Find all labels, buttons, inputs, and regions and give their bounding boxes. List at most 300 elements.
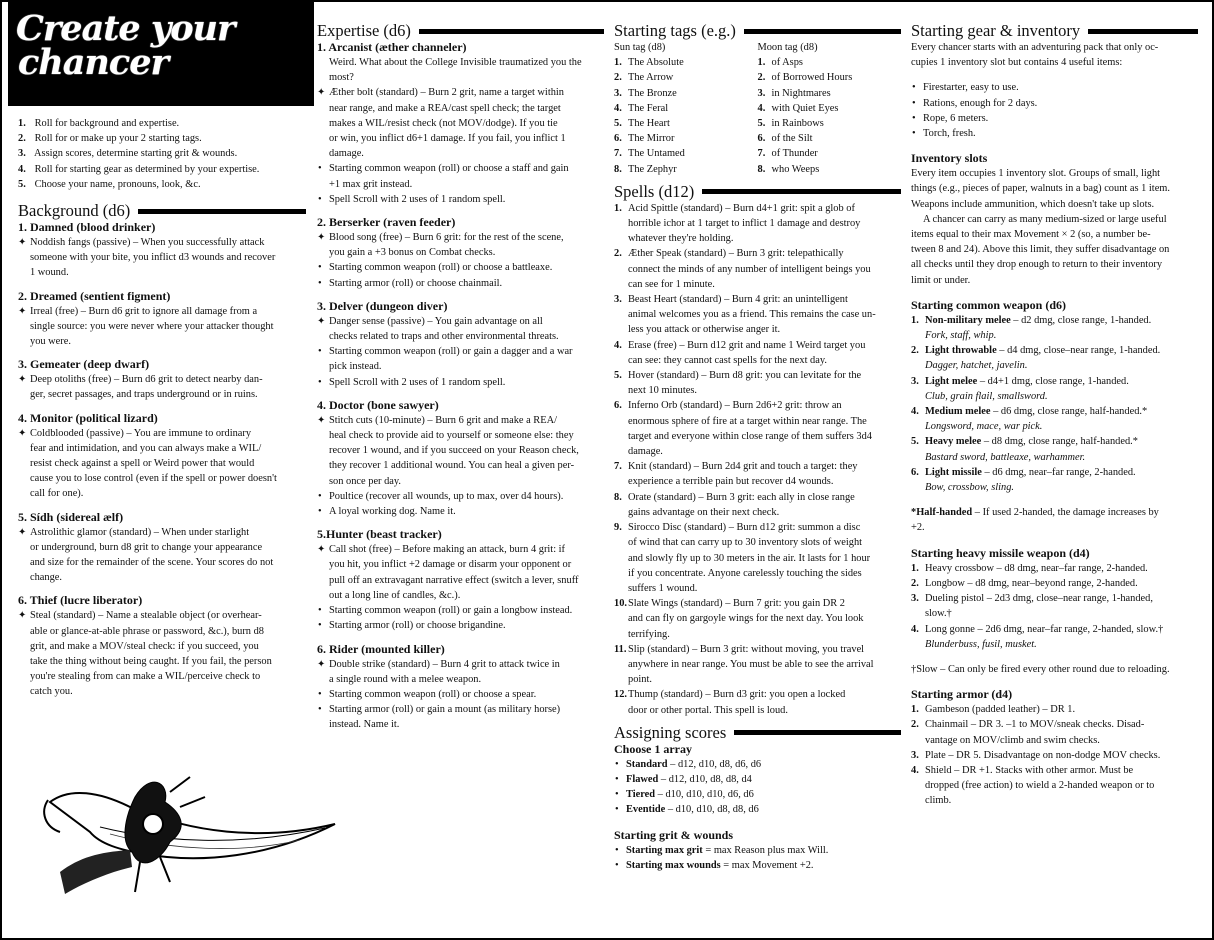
score-array-values: – d10, d10, d8, d8, d6 xyxy=(665,804,759,816)
step-number: 3. xyxy=(18,148,26,160)
expertise-entry-title: 2. Berserker (raven feeder) xyxy=(317,215,456,230)
sun-tag-text: The Zephyr xyxy=(628,163,677,175)
spell-line: Inferno Orb (standard) – Burn 2d6+2 grit: throw an xyxy=(628,400,842,412)
score-array xyxy=(614,787,901,802)
inventory-slots-line: Weapons include ammunition, which doesn't take up slots. xyxy=(911,198,1155,210)
heavy-missile-heading: Starting heavy missile weapon (d4) xyxy=(911,545,1090,560)
spell-line: and can fly on gargoyle wings for the next day. You look xyxy=(628,613,864,625)
adventuring-pack-list xyxy=(911,80,1198,141)
background-entry xyxy=(18,510,306,586)
expertise-entry-title: 6. Rider (mounted killer) xyxy=(317,641,445,656)
step-item xyxy=(18,177,306,192)
carry-limit-line: all checks until they drop enough to return to their inventory xyxy=(911,259,1163,271)
spell-line: horrible ichor at 1 target to inflict 1 damage and destroy xyxy=(628,218,861,230)
spell-line: Slate Wings (standard) – Burn 7 grit: you gain DR 2 xyxy=(628,598,845,610)
score-arrays xyxy=(614,757,901,818)
armor-item xyxy=(911,748,1198,763)
sun-tag-item xyxy=(614,131,758,146)
spell-line: target and everyone within close range of them suffers 3d4 xyxy=(628,430,873,442)
spell-line: can see: they cannot cast spells for the next day. xyxy=(628,354,827,366)
background-entry-title: 5. Sídh (sidereal ælf) xyxy=(18,509,124,524)
moon-tags xyxy=(758,40,902,177)
score-array-values: – d12, d10, d8, d6, d6 xyxy=(667,758,762,770)
expertise-entry-line: • Starting common weapon (roll) or gain a longbow instead. xyxy=(317,603,604,618)
spell-line: Slip (standard) – Burn 3 grit: without moving, you travel xyxy=(628,643,865,655)
sun-tag-item xyxy=(614,86,758,101)
spell-number: 11. xyxy=(614,643,627,655)
common-weapon-examples: Fork, staff, whip. xyxy=(925,330,997,342)
common-weapon-examples: Club, grain flail, smallsword. xyxy=(925,390,1048,402)
sun-tag-number: 6. xyxy=(614,133,622,145)
sun-tag-number: 2. xyxy=(614,72,622,84)
armor-line: Chainmail – DR 3. –1 to MOV/sneak checks. Disad- xyxy=(925,719,1145,731)
expertise-entry-line: • Starting armor (roll) or choose brigandine. xyxy=(317,618,604,633)
moon-tag-item xyxy=(758,116,902,131)
title-line-1: Create your xyxy=(16,8,235,49)
sun-tag-item xyxy=(614,101,758,116)
step-text: Assign scores, determine starting grit & wounds. xyxy=(32,148,238,160)
spell-line: Orate (standard) – Burn 3 grit: each ally in close range xyxy=(628,491,855,503)
armor-item xyxy=(911,763,1198,809)
tags-table xyxy=(614,40,901,177)
heavy-missile-list xyxy=(911,561,1198,652)
spell-line: Hover (standard) – Burn d8 grit: you can levitate for the xyxy=(628,370,862,382)
spell-number: 12. xyxy=(614,689,627,701)
spell-number: 3. xyxy=(614,294,622,306)
carry-limit-line: tween 8 and 24). Above this limit, they suffer disadvantage on xyxy=(911,244,1170,256)
sun-tag-label: Sun tag (d8) xyxy=(614,42,666,53)
spell-line: if you concentrate. Anyone carelessly touching the sides xyxy=(628,567,862,579)
choose-array-label: Choose 1 array xyxy=(614,741,692,756)
expertise-entry-line: • Spell Scroll with 2 uses of 1 random spell. xyxy=(317,375,604,390)
common-weapon-examples: Bastard sword, battleaxe, warhammer. xyxy=(925,451,1086,463)
expertise-entry-line: you hit, you inflict +2 damage or disarm your opponent or xyxy=(329,559,572,571)
moon-tag-number: 8. xyxy=(757,163,766,175)
common-weapon-name: Medium melee xyxy=(925,406,991,418)
column-3 xyxy=(614,2,901,873)
background-entry-line: someone with your bite, you inflict d3 wounds and recover xyxy=(30,252,276,264)
armor-number: 4. xyxy=(911,764,919,776)
expertise-entry-line: • Starting armor (roll) or choose chainmail. xyxy=(317,276,604,291)
moon-tag-number: 3. xyxy=(757,87,766,99)
half-handed-line: +2. xyxy=(911,522,925,534)
tags-heading: Starting tags (e.g.) xyxy=(614,22,901,40)
common-weapon-heading: Starting common weapon (d6) xyxy=(911,297,1066,312)
heavy-missile-item xyxy=(911,576,1198,591)
spell-number: 5. xyxy=(614,370,622,382)
background-entry-line: 1 wound. xyxy=(30,267,69,279)
expertise-entry-line: damage. xyxy=(329,148,364,160)
common-weapon-item xyxy=(911,434,1198,449)
expertise-entry-line: +1 max grit instead. xyxy=(329,178,413,190)
spells-heading: Spells (d12) xyxy=(614,183,901,201)
spell-item xyxy=(614,642,901,688)
expertise-entry-line: • Starting common weapon (roll) or choose a battleaxe. xyxy=(317,260,604,275)
step-item xyxy=(18,131,306,146)
half-handed-line xyxy=(911,505,1198,520)
common-weapon-name: Heavy melee xyxy=(925,436,982,448)
heavy-missile-item xyxy=(911,591,1198,621)
score-array-name: Tiered xyxy=(626,789,656,801)
gear-heading: Starting gear & inventory xyxy=(911,22,1198,40)
armor-line: Shield – DR +1. Stacks with other armor. Must be xyxy=(925,764,1134,776)
step-item xyxy=(18,162,306,177)
background-entry xyxy=(18,411,306,502)
grit-item-name: Starting max grit xyxy=(626,844,703,856)
background-entry-line: cause you to lose control (even if the spell or power doesn't xyxy=(30,473,277,485)
background-entry-line: ✦ Noddish fangs (passive) – When you successfully attack xyxy=(18,235,306,250)
background-entry xyxy=(18,289,306,350)
background-entry-line: ger, secret passages, and traps underground or in ruins. xyxy=(30,389,258,401)
spell-item xyxy=(614,398,901,459)
spell-list xyxy=(614,201,901,718)
moon-tag-item xyxy=(758,101,902,116)
background-entry-line: ✦ Irreal (free) – Burn d6 grit to ignore all damage from a xyxy=(18,304,306,319)
step-text: Roll for or make up your 2 starting tags. xyxy=(32,133,202,145)
expertise-entry xyxy=(317,642,604,733)
background-entry xyxy=(18,593,306,699)
sun-tag-text: The Mirror xyxy=(628,133,675,145)
sun-tag-number: 4. xyxy=(614,102,622,114)
column-1 xyxy=(18,2,306,708)
expertise-entry-line: a single round with a melee weapon. xyxy=(329,673,482,685)
heavy-missile-number: 2. xyxy=(911,577,919,589)
expertise-entry-title: 1. Arcanist (æther channeler) xyxy=(317,40,467,54)
inventory-slots-heading: Inventory slots xyxy=(911,151,988,166)
background-entry-line: fear and intimidation, and you can always make a WIL/ xyxy=(30,442,262,454)
score-array-name: Eventide xyxy=(626,804,666,816)
common-weapon-number: 3. xyxy=(911,375,919,387)
expertise-entry-line: • Starting common weapon (roll) or gain a dagger and a war xyxy=(317,344,604,359)
half-handed-label: *Half-handed xyxy=(911,507,973,519)
background-heading: Background (d6) xyxy=(18,202,306,220)
background-entry-line: take the thing without being caught. If you fail, the person xyxy=(30,656,272,668)
pack-item: • Rope, 6 meters. xyxy=(911,111,1198,126)
common-weapon-item xyxy=(911,313,1198,328)
common-weapon-examples: Dagger, hatchet, javelin. xyxy=(925,360,1028,372)
half-handed-text: – If used 2-handed, the damage increases by xyxy=(972,507,1159,519)
expertise-entry-line: • Starting common weapon (roll) or choose a spear. xyxy=(317,687,604,702)
background-entry-title: 6. Thief (lucre liberator) xyxy=(18,593,143,608)
common-weapon-examples: Bow, crossbow, sling. xyxy=(925,482,1014,494)
armor-item xyxy=(911,717,1198,747)
moon-tag-text: who Weeps xyxy=(771,163,820,175)
step-item xyxy=(18,146,306,161)
score-array xyxy=(614,802,901,817)
moon-tag-text: of Thunder xyxy=(771,148,818,160)
common-weapon-number: 6. xyxy=(911,466,919,478)
common-weapon-number: 1. xyxy=(911,314,919,326)
score-array-values: – d10, d10, d10, d6, d6 xyxy=(655,789,754,801)
moon-tag-item xyxy=(758,146,902,161)
heavy-missile-number: 1. xyxy=(911,562,919,574)
carry-limit-line: items equal to their max Movement × 2 (so, a number be- xyxy=(911,229,1151,241)
moon-tag-text: of the Silt xyxy=(771,133,813,145)
spell-item xyxy=(614,368,901,398)
inventory-slots-line: Every item occupies 1 inventory slot. Groups of small, light xyxy=(911,168,1161,180)
expertise-entry-line: recover 1 wound, and if you succeed on your Reason check, xyxy=(329,445,579,457)
moon-tag-text: of Borrowed Hours xyxy=(771,72,853,84)
spell-item xyxy=(614,338,901,368)
sun-tag-text: The Untamed xyxy=(628,148,685,160)
spell-line: Sirocco Disc (standard) – Burn d12 grit: summon a disc xyxy=(628,522,861,534)
moon-tag-text: with Quiet Eyes xyxy=(771,102,839,114)
heavy-missile-line: Long gonne – 2d6 dmg, near–far range, 2-handed, slow.† xyxy=(925,623,1164,635)
background-entry-line: ✦ Deep otoliths (free) – Burn d6 grit to detect nearby dan- xyxy=(18,372,306,387)
sun-tag-number: 8. xyxy=(614,163,622,175)
expertise-entry-line: pull off an extravagant narrative effect (switch a lever, snuff xyxy=(329,574,579,586)
armor-line: vantage on MOV/climb and swim checks. xyxy=(925,734,1100,746)
spell-line: gains advantage on their next check. xyxy=(628,506,780,518)
moon-tag-number: 7. xyxy=(757,148,766,160)
spell-item xyxy=(614,596,901,642)
expertise-entry-line: Weird. What about the College Invisible traumatized you the xyxy=(329,57,582,68)
moon-tag-text: in Nightmares xyxy=(771,87,831,99)
expertise-entry-line: • A loyal working dog. Name it. xyxy=(317,504,604,519)
expertise-entry xyxy=(317,215,604,291)
spell-line: connect the minds of any number of intelligent beings you xyxy=(628,263,871,275)
background-entry-line: and size for the remainder of the scene. Your scores do not xyxy=(30,557,274,569)
inventory-slots-text xyxy=(911,166,1198,212)
expertise-entry-line: pick instead. xyxy=(329,361,382,373)
expertise-entry-line: ✦ Æther bolt (standard) – Burn 2 grit, name a target within xyxy=(317,85,604,100)
expertise-list xyxy=(317,40,604,733)
pack-item: • Torch, fresh. xyxy=(911,126,1198,141)
common-weapon-item xyxy=(911,343,1198,358)
background-entry-title: 1. Damned (blood drinker) xyxy=(18,220,156,235)
gear-intro xyxy=(911,40,1198,70)
moon-tag-number: 5. xyxy=(757,118,766,130)
armor-number: 2. xyxy=(911,719,919,731)
spell-number: 6. xyxy=(614,400,622,412)
armor-number: 3. xyxy=(911,749,919,761)
inventory-slots-line: things (e.g., pieces of paper, walnuts in a bag) count as 1 item. xyxy=(911,183,1170,195)
moon-tag-number: 1. xyxy=(757,57,766,69)
sun-tag-item xyxy=(614,162,758,177)
spell-item xyxy=(614,292,901,338)
expertise-entry xyxy=(317,40,604,207)
background-entry-line: you were. xyxy=(30,336,71,348)
step-number: 1. xyxy=(18,118,26,129)
background-entry-line: ✦ Coldblooded (passive) – You are immune to ordinary xyxy=(18,426,306,441)
spell-line: experience a terrible pain but recover d4 wounds. xyxy=(628,476,834,488)
score-array-values: – d12, d10, d8, d8, d4 xyxy=(658,773,752,785)
background-entry-line: grit, and make a MOV/steal check: if you succeed, you xyxy=(30,640,259,652)
sun-tag-number: 7. xyxy=(614,148,622,160)
common-weapon-item xyxy=(911,465,1198,480)
sun-tag-item xyxy=(614,116,758,131)
spell-number: 10. xyxy=(614,598,627,610)
step-text: Roll for background and expertise. xyxy=(32,118,180,129)
expertise-entry-line: ✦ Danger sense (passive) – You gain advantage on all xyxy=(317,314,604,329)
common-weapon-name: Light melee xyxy=(925,375,978,387)
spell-line: whatever they're holding. xyxy=(628,233,734,245)
sun-tags xyxy=(614,40,758,177)
expertise-entry-line: • Poultice (recover all wounds, up to max, over d4 hours). xyxy=(317,489,604,504)
moon-tag-number: 2. xyxy=(757,72,766,84)
expertise-entry-line: they recover 1 additional wound. You can heal a given per- xyxy=(329,460,575,472)
expertise-entry-line: • Starting common weapon (roll) or choose a staff and gain xyxy=(317,161,604,176)
common-weapon-number: 5. xyxy=(911,436,919,448)
common-weapon-number: 2. xyxy=(911,345,919,357)
spell-item xyxy=(614,520,901,596)
heavy-missile-line: Dueling pistol – 2d3 dmg, close–near range, 1-handed, xyxy=(925,593,1153,605)
expertise-entry-line: • Spell Scroll with 2 uses of 1 random spell. xyxy=(317,192,604,207)
sun-tag-number: 5. xyxy=(614,118,622,130)
common-weapon-stats: – d2 dmg, close range, 1-handed. xyxy=(1010,314,1152,326)
sun-tag-item xyxy=(614,55,758,70)
grit-item xyxy=(614,843,901,858)
moon-tag-text: of Asps xyxy=(771,57,803,69)
expertise-entry-line: • Starting armor (roll) or gain a mount (as military horse) xyxy=(317,702,604,717)
spell-line: less you attack or otherwise anger it. xyxy=(628,324,781,336)
common-weapon-stats: – d6 dmg, close range, half-handed.* xyxy=(990,406,1148,418)
spell-line: Knit (standard) – Burn 2d4 grit and touch a target: they xyxy=(628,461,858,473)
spell-line: Acid Spittle (standard) – Burn d4+1 grit: spit a glob of xyxy=(628,202,855,214)
common-weapon-stats: – d4 dmg, close–near range, 1-handed. xyxy=(996,345,1161,357)
grit-item-value: = max Movement +2. xyxy=(720,859,814,871)
spell-line: next 10 minutes. xyxy=(628,385,697,397)
sun-tag-number: 3. xyxy=(614,87,622,99)
background-entry-line: change. xyxy=(30,572,63,584)
common-weapon-item xyxy=(911,404,1198,419)
background-entry-line: ✦ Steal (standard) – Name a stealable object (or overhear- xyxy=(18,608,306,623)
spell-line: point. xyxy=(628,674,652,686)
spell-line: enormous sphere of fire at a target within near range. The xyxy=(628,415,867,427)
armor-line: dropped (free action) to wield a 2-handed weapon or to xyxy=(925,780,1155,792)
expertise-entry xyxy=(317,527,604,633)
step-number: 2. xyxy=(18,133,26,145)
carry-limit-line: limit or under. xyxy=(911,274,971,286)
spell-item xyxy=(614,687,901,717)
moon-tag-number: 4. xyxy=(757,102,766,114)
sun-tag-item xyxy=(614,146,758,161)
spell-number: 1. xyxy=(614,202,622,214)
heavy-missile-examples: Blunderbuss, fusil, musket. xyxy=(925,638,1037,650)
spell-number: 2. xyxy=(614,248,622,260)
grit-item xyxy=(614,858,901,873)
background-entry-line: resist check against a spell or Weird power that would xyxy=(30,458,255,470)
title-line-2: chancer xyxy=(18,42,168,83)
spell-line: damage. xyxy=(628,446,663,458)
pack-item: • Rations, enough for 2 days. xyxy=(911,96,1198,111)
spell-line: Æther Speak (standard) – Burn 3 grit: telepathically xyxy=(628,248,844,260)
grit-list xyxy=(614,843,901,873)
spell-number: 7. xyxy=(614,461,622,473)
score-array xyxy=(614,757,901,772)
expertise-entry-line: makes a WIL/resist check (not MOV/dodge). If you tie xyxy=(329,117,558,129)
spell-line: animal welcomes you as a friend. This remains the case un- xyxy=(628,309,876,321)
armor-line: Plate – DR 5. Disadvantage on non-dodge MOV checks. xyxy=(925,749,1161,761)
expertise-heading: Expertise (d6) xyxy=(317,22,604,40)
armor-line: Gambeson (padded leather) – DR 1. xyxy=(925,704,1076,716)
step-text: Roll for starting gear as determined by your expertise. xyxy=(32,163,260,175)
expertise-entry-line: ✦ Stitch cuts (10-minute) – Burn 6 grit and make a REA/ xyxy=(317,413,604,428)
step-number: 4. xyxy=(18,163,26,175)
spell-line: terrifying. xyxy=(628,628,670,640)
expertise-entry-line: ✦ Call shot (free) – Before making an attack, burn 4 grit: if xyxy=(317,542,604,557)
sun-tag-text: The Absolute xyxy=(628,57,684,69)
moon-tag-label: Moon tag (d8) xyxy=(757,42,818,53)
heavy-missile-line: Heavy crossbow – d8 dmg, near–far range, 2-handed. xyxy=(925,562,1148,574)
grit-heading: Starting grit & wounds xyxy=(614,827,734,842)
carry-limit-text xyxy=(911,212,1198,288)
moon-tag-item xyxy=(758,86,902,101)
score-array-name: Flawed xyxy=(626,773,659,785)
background-entry-title: 3. Gemeater (deep dwarf) xyxy=(18,357,150,372)
armor-item xyxy=(911,702,1198,717)
expertise-entry-line: near range, and make a REA/cast spell check; the target xyxy=(329,102,561,114)
sun-tag-number: 1. xyxy=(614,57,622,69)
common-weapon-name: Non-military melee xyxy=(925,314,1011,326)
column-2 xyxy=(317,2,604,741)
common-weapon-examples: Longsword, mace, war pick. xyxy=(925,421,1043,433)
heavy-missile-number: 4. xyxy=(911,623,919,635)
spell-line: Erase (free) – Burn d12 grit and name 1 Weird target you xyxy=(628,339,866,351)
common-weapon-list xyxy=(911,313,1198,495)
spell-item xyxy=(614,459,901,489)
armor-number: 1. xyxy=(911,704,919,716)
step-item xyxy=(18,116,306,131)
expertise-entry xyxy=(317,299,604,390)
background-list xyxy=(18,220,306,700)
sword-illustration xyxy=(40,772,340,922)
background-entry-line: or underground, burn d8 grit to change your appearance xyxy=(30,541,263,553)
spell-number: 9. xyxy=(614,522,622,534)
spell-item xyxy=(614,201,901,247)
background-entry-line: catch you. xyxy=(30,686,73,698)
common-weapon-stats: – d8 dmg, close range, half-handed.* xyxy=(981,436,1138,448)
moon-tag-item xyxy=(758,55,902,70)
common-weapon-stats: – d4+1 dmg, close range, 1-handed. xyxy=(977,375,1129,387)
background-entry-title: 2. Dreamed (sentient figment) xyxy=(18,288,171,303)
common-weapon-stats: – d6 dmg, near–far range, 2-handed. xyxy=(981,466,1136,478)
spell-number: 4. xyxy=(614,339,622,351)
score-array xyxy=(614,772,901,787)
spell-line: Thump (standard) – Burn d3 grit: you open a locked xyxy=(628,689,846,701)
common-weapon-item xyxy=(911,374,1198,389)
background-entry-line: call for one). xyxy=(30,488,84,500)
background-entry-line: ✦ Astrolithic glamor (standard) – When under starlight xyxy=(18,525,306,540)
common-weapon-name: Light throwable xyxy=(925,345,997,357)
moon-tag-item xyxy=(758,70,902,85)
common-weapon-name: Light missile xyxy=(925,466,982,478)
grit-item-value: = max Reason plus max Will. xyxy=(702,844,829,856)
expertise-entry-title: 5.Hunter (beast tracker) xyxy=(317,527,442,542)
expertise-entry-line: ✦ Double strike (standard) – Burn 4 grit to attack twice in xyxy=(317,657,604,672)
heavy-missile-number: 3. xyxy=(911,593,919,605)
sun-tag-item xyxy=(614,70,758,85)
heavy-missile-line: slow.† xyxy=(925,608,952,620)
spell-line: Beast Heart (standard) – Burn 4 grit: an unintelligent xyxy=(628,294,848,306)
armor-line: climb. xyxy=(925,795,952,807)
expertise-entry-line: heal check to provide aid to yourself or someone else: they xyxy=(329,430,574,442)
expertise-entry-line: checks related to traps and other environmental threats. xyxy=(329,331,559,343)
sun-tag-text: The Feral xyxy=(628,102,669,114)
spell-line: anywhere in near range. You must be able to see the arrival xyxy=(628,658,874,670)
moon-tag-item xyxy=(758,162,902,177)
expertise-entry-title: 3. Delver (dungeon diver) xyxy=(317,298,448,313)
background-entry-line: you're stealing from can make a WIL/perceive check to xyxy=(30,671,261,683)
expertise-entry-line: son once per day. xyxy=(329,475,402,487)
background-entry-line: single source: you were never where your attacker thought xyxy=(30,320,274,332)
column-4 xyxy=(911,2,1198,809)
expertise-entry-line: out a long line of candles, &c.). xyxy=(329,589,461,601)
sun-tag-text: The Arrow xyxy=(628,72,674,84)
half-handed-note xyxy=(911,505,1198,535)
background-entry-line: able or glance-at-able phrase or password, &c.), burn d8 xyxy=(30,625,264,637)
moon-tag-text: in Rainbows xyxy=(771,118,824,130)
